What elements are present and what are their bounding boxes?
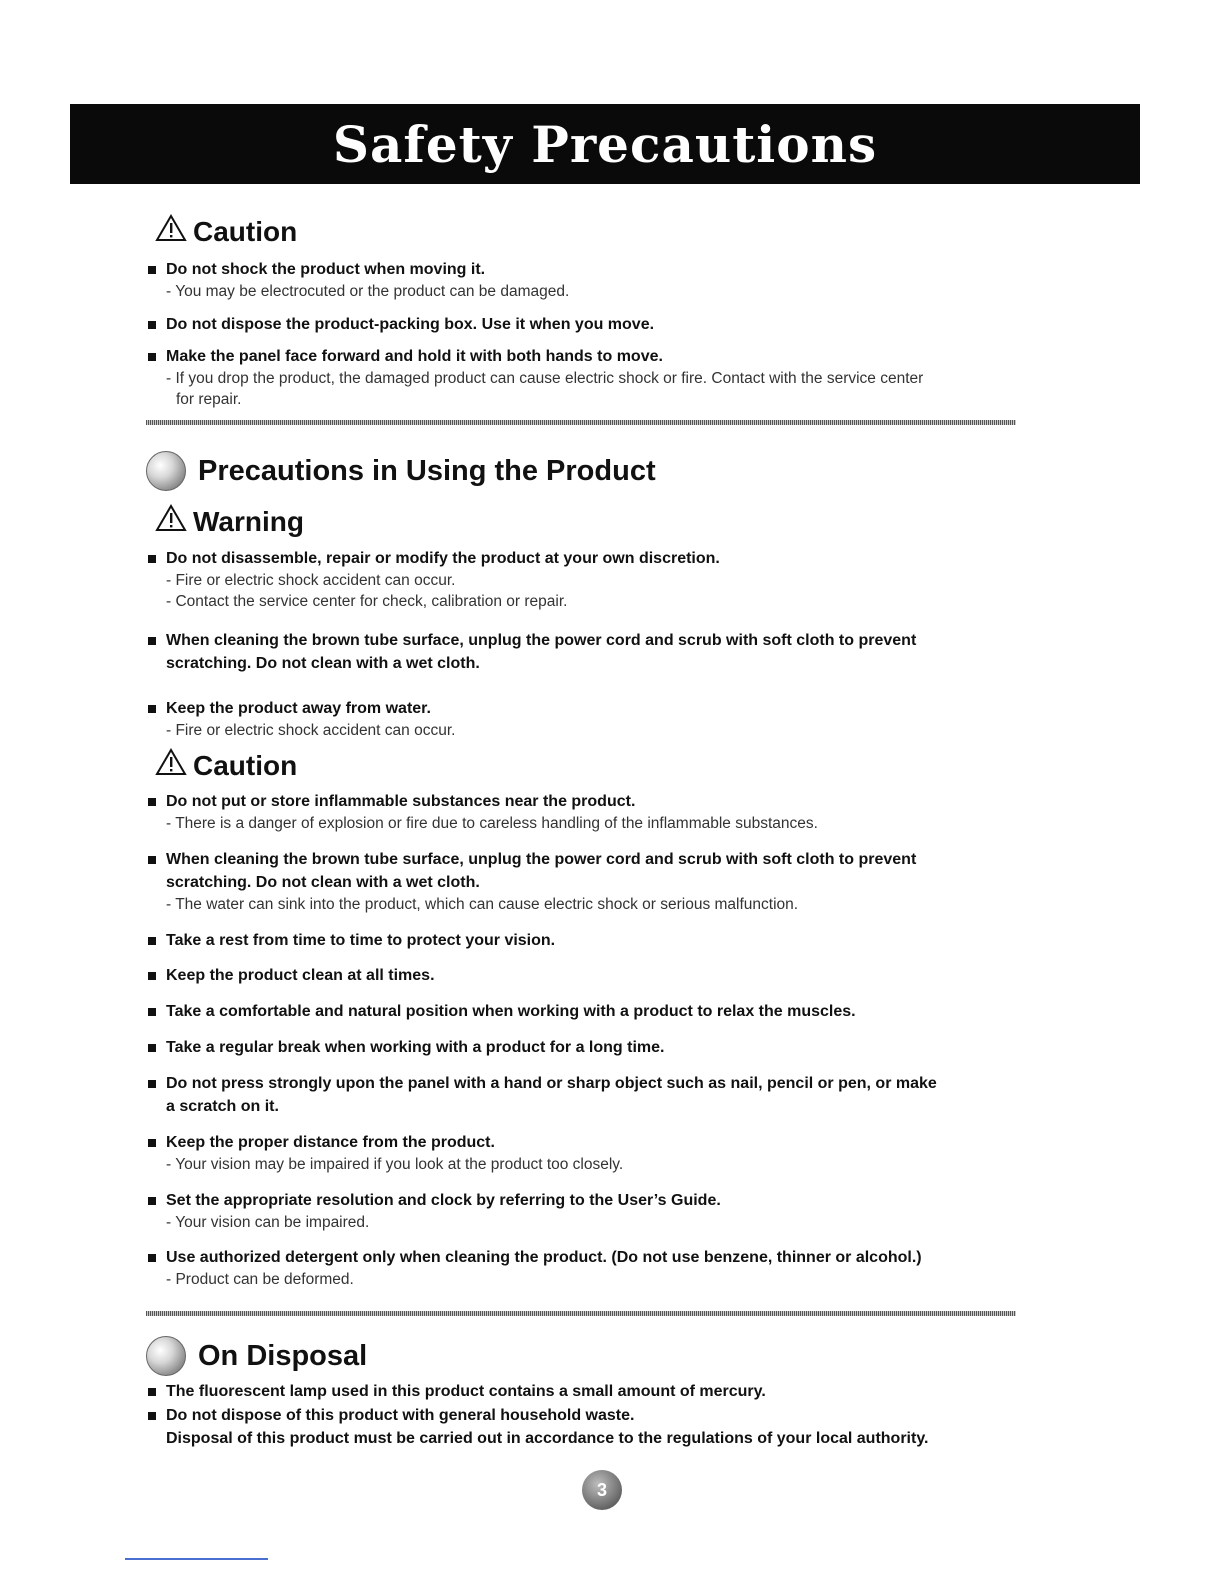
caution-heading-text: Caution bbox=[193, 215, 298, 247]
bullet bbox=[148, 937, 156, 945]
list-item bbox=[148, 848, 1048, 915]
footer-link-line bbox=[125, 1558, 268, 1560]
item-note: - You may be electrocuted or the product can be damaged. bbox=[166, 283, 570, 300]
item-text: Take a regular break when working with a product for a long time. bbox=[166, 1039, 665, 1056]
divider bbox=[146, 1311, 1016, 1316]
item-text: Keep the product clean at all times. bbox=[166, 967, 435, 984]
list-item bbox=[148, 345, 1048, 410]
bullet bbox=[148, 637, 156, 645]
warning-heading-text: Warning bbox=[193, 505, 304, 537]
item-note: - If you drop the product, the damaged product can cause electric shock or fire. Contact with the service center bbox=[166, 370, 924, 387]
bullet bbox=[148, 1254, 156, 1262]
bullet bbox=[148, 705, 156, 713]
title-banner bbox=[70, 104, 1140, 184]
bullet bbox=[148, 1044, 156, 1052]
item-text: Do not put or store inflammable substances near the product. bbox=[166, 793, 636, 810]
item-text: Do not shock the product when moving it. bbox=[166, 261, 486, 278]
bullet bbox=[148, 856, 156, 864]
page-number-badge bbox=[582, 1470, 622, 1510]
item-text: Make the panel face forward and hold it with both hands to move. bbox=[166, 348, 663, 365]
item-text: Do not press strongly upon the panel with a hand or sharp object such as nail, pencil or pen, or make bbox=[166, 1075, 937, 1092]
bullet bbox=[148, 321, 156, 329]
bullet bbox=[148, 1008, 156, 1016]
item-text: Set the appropriate resolution and clock by referring to the User’s Guide. bbox=[166, 1192, 721, 1209]
item-text: The fluorescent lamp used in this product contains a small amount of mercury. bbox=[166, 1383, 766, 1400]
item-note: - Your vision may be impaired if you look at the product too closely. bbox=[166, 1156, 624, 1173]
section-heading-text: On Disposal bbox=[198, 1339, 368, 1372]
bullet bbox=[148, 1197, 156, 1205]
divider bbox=[146, 420, 1016, 425]
list-item bbox=[148, 1380, 1048, 1403]
item-note: - Your vision can be impaired. bbox=[166, 1214, 370, 1231]
list-item bbox=[148, 1072, 1048, 1118]
item-text-continued: a scratch on it. bbox=[166, 1098, 279, 1115]
bullet bbox=[148, 1388, 156, 1396]
bullet bbox=[148, 972, 156, 980]
item-note: - Product can be deformed. bbox=[166, 1271, 354, 1288]
item-text-continued: scratching. Do not clean with a wet cloth. bbox=[166, 655, 480, 672]
section-heading-disposal bbox=[146, 1336, 367, 1376]
item-note: for repair. bbox=[176, 391, 242, 408]
bullet bbox=[148, 1139, 156, 1147]
caution-heading-2 bbox=[155, 748, 297, 783]
warning-triangle-icon bbox=[155, 504, 187, 539]
section-heading-using bbox=[146, 451, 656, 491]
item-text-continued: Disposal of this product must be carried out in accordance to the regulations of your local authority. bbox=[166, 1430, 929, 1447]
list-item bbox=[148, 1036, 1048, 1059]
item-note: - The water can sink into the product, which can cause electric shock or serious malfunction. bbox=[166, 896, 799, 913]
item-note: - Fire or electric shock accident can occur. bbox=[166, 572, 456, 589]
item-text: When cleaning the brown tube surface, unplug the power cord and scrub with soft cloth to prevent bbox=[166, 851, 917, 868]
list-item bbox=[148, 964, 1048, 987]
list-item bbox=[148, 629, 1048, 675]
bullet bbox=[148, 1412, 156, 1420]
caution-heading bbox=[155, 214, 297, 249]
item-text: Use authorized detergent only when cleaning the product. (Do not use benzene, thinner or alcohol.) bbox=[166, 1249, 922, 1266]
item-note: - Fire or electric shock accident can occur. bbox=[166, 722, 456, 739]
page-number: 3 bbox=[596, 1479, 607, 1500]
list-item bbox=[148, 929, 1048, 952]
list-item bbox=[148, 1189, 1048, 1233]
item-text: Keep the proper distance from the product. bbox=[166, 1134, 495, 1151]
item-text-continued: scratching. Do not clean with a wet cloth. bbox=[166, 874, 480, 891]
disc-bullet-icon bbox=[146, 451, 186, 491]
warning-triangle-icon bbox=[155, 748, 187, 783]
bullet bbox=[148, 555, 156, 563]
list-item bbox=[148, 1000, 1048, 1023]
list-item bbox=[148, 697, 1048, 741]
warning-triangle-icon bbox=[155, 214, 187, 249]
item-text: Take a comfortable and natural position when working with a product to relax the muscles. bbox=[166, 1003, 856, 1020]
page-title: Safety Precautions bbox=[332, 114, 878, 174]
item-text: When cleaning the brown tube surface, unplug the power cord and scrub with soft cloth to prevent bbox=[166, 632, 917, 649]
bullet bbox=[148, 798, 156, 806]
item-note: - Contact the service center for check, calibration or repair. bbox=[166, 593, 568, 610]
list-item bbox=[148, 790, 1048, 834]
section-heading-text: Precautions in Using the Product bbox=[198, 454, 656, 487]
list-item bbox=[148, 1246, 1048, 1290]
list-item bbox=[148, 1131, 1048, 1175]
list-item bbox=[148, 1404, 1048, 1450]
list-item bbox=[148, 258, 1048, 302]
caution-heading-text: Caution bbox=[193, 749, 298, 781]
item-text: Do not dispose of this product with general household waste. bbox=[166, 1407, 635, 1424]
list-item bbox=[148, 547, 1048, 612]
list-item bbox=[148, 313, 1048, 336]
bullet bbox=[148, 1080, 156, 1088]
item-text: Keep the product away from water. bbox=[166, 700, 431, 717]
disc-bullet-icon bbox=[146, 1336, 186, 1376]
bullet bbox=[148, 266, 156, 274]
item-note: - There is a danger of explosion or fire due to careless handling of the inflammable substances. bbox=[166, 815, 818, 832]
bullet bbox=[148, 353, 156, 361]
item-text: Do not disassemble, repair or modify the product at your own discretion. bbox=[166, 550, 720, 567]
warning-heading bbox=[155, 504, 304, 539]
item-text: Take a rest from time to time to protect your vision. bbox=[166, 932, 556, 949]
item-text: Do not dispose the product-packing box. Use it when you move. bbox=[166, 316, 655, 333]
